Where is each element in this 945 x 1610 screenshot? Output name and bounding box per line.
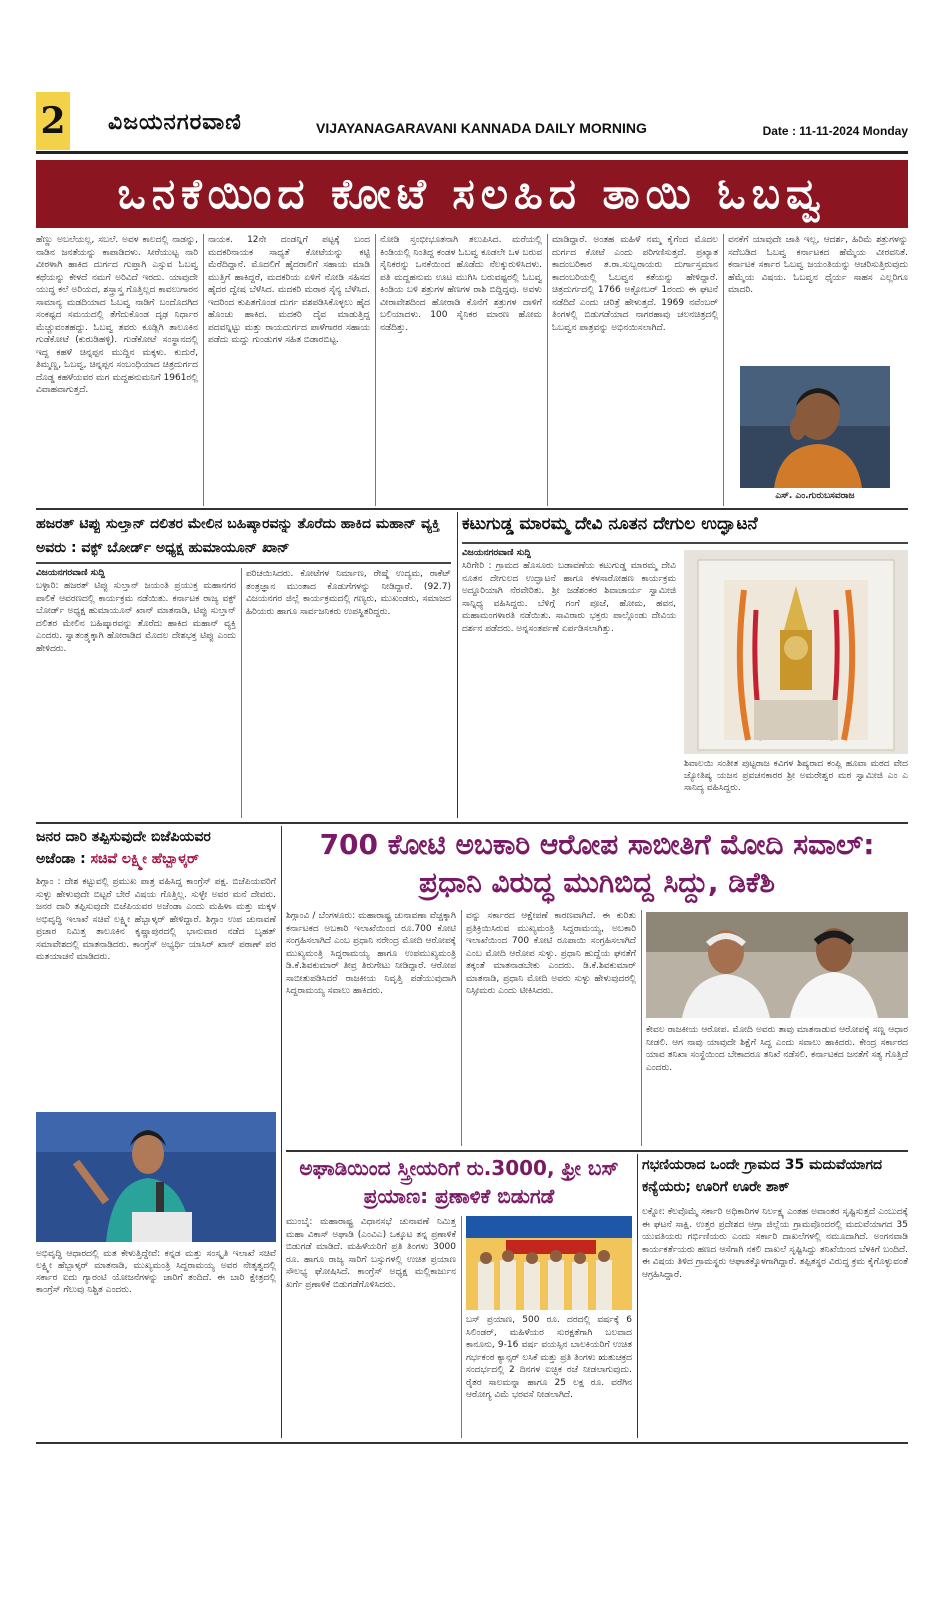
lead-column-3: ನೋಡಿ ಸ್ತಂಭೀಭೂತನಾಗಿ ತಲುಪಿಸಿದ. ಮರೆಯಲ್ಲಿ ಕಿಂಡಿಯಲ್ಲಿ ನಿಂತಿದ್ದ ಕಂಡಳ ಓಬವ್ವ ಕೂಡಲೇ ಒಳ ಬರುವ ಸೈನಿಕರನ್ನು ಒನಕೆಯಿಂದ ಹೊಡೆದು ನೆಲಕ್ಕುರುಳಿಸಿದಳು. ಪತಿ ಮದ್ದಹನುಮ ಊಟ ಮುಗಿಸಿ ಬರುವಷ್ಟರಲ್ಲಿ ಓಬವ್ವ ಕಿಂಡಿಯ ಬಳಿ ಶತ್ರುಗಳ ಹೆಣಗಳ ರಾಶಿ ಬಿದ್ದಿದ್ದವು. ಅವಳು ವೀರಾವೇಶದಿಂದ ಹೋರಾಡಿ ಕೊನೆಗೆ ಶತ್ರುಗಳ ದಾಳಿಗೆ ಬಲಿಯಾದಳು. 100 ಸೈನಿಕರ ಮಾರಣ ಹೋಮ ನಡೆದಿತ್ತು. xyxy=(380,235,542,333)
bus-story-column-2: ಬಸ್ ಪ್ರಯಾಣ, 500 ರೂ. ದರದಲ್ಲಿ ವರ್ಷಕ್ಕೆ 6 ಸಿಲಿಂಡರ್, ಮಹಿಳೆಯರ ಸುರಕ್ಷತೆಗಾಗಿ ಬಲವಾದ ಕಾನೂನು, 9-16 ವರ್ಷ ವಯಸ್ಸಿನ ಬಾಲಕಿಯರಿಗೆ ಉಚಿತ ಗರ್ಭಕಂಠ ಕ್ಯಾನ್ಸರ್ ಲಸಿಕೆ ಮತ್ತು ಪ್ರತಿ ತಿಂಗಳು ಋತುಚಕ್ರದ ಸಂದರ್ಭದಲ್ಲಿ 2 ದಿನಗಳ ಐಚ್ಛಿಕ ರಜೆ ನೀಡಲಾಗುವುದು. ರೈತರ ಸಾಲಮನ್ನಾ ಹಾಗೂ 25 ಲಕ್ಷ ರೂ. ವರೆಗಿನ ಆರೋಗ್ಯ ವಿಮೆ ಭರವಸೆ ನೀಡಲಾಗಿದೆ. xyxy=(466,1315,632,1400)
bus-story-column-1: ಮುಂಬೈ: ಮಹಾರಾಷ್ಟ್ರ ವಿಧಾನಸಭೆ ಚುನಾವಣೆ ನಿಮಿತ್ತ ಮಹಾ ವಿಕಾಸ್ ಅಘಾಡಿ (ಎಂವಿಎ) ಒಕ್ಕೂಟ ತನ್ನ ಪ್ರಣಾಳಿಕೆ ಬಿಡುಗಡೆ ಮಾಡಿದೆ. ಮಹಿಳೆಯರಿಗೆ ಪ್ರತಿ ತಿಂಗಳು 3000 ರೂ. ಹಾಗೂ ರಾಜ್ಯ ಸಾರಿಗೆ ಬಸ್ಸುಗಳಲ್ಲಿ ಉಚಿತ ಪ್ರಯಾಣ ಸೌಲಭ್ಯ ಘೋಷಿಸಿದೆ. ಕಾಂಗ್ರೆಸ್ ಅಧ್ಯಕ್ಷ ಮಲ್ಲಿಕಾರ್ಜುನ ಖರ್ಗೆ ಪ್ರಣಾಳಿಕೆ ಬಿಡುಗಡೆಗೊಳಿಸಿದರು. xyxy=(286,1217,456,1290)
minister-story-headline xyxy=(36,826,276,870)
temple-photo xyxy=(684,550,908,754)
masthead-rule xyxy=(36,151,908,154)
leaders-photo xyxy=(646,912,908,1018)
section-divider xyxy=(36,822,908,824)
lead-headline-banner: ಒನಕೆಯಿಂದ ಕೋಟೆ ಸಲಹಿದ ತಾಯಿ ಓಬವ್ವ xyxy=(36,160,908,228)
masthead xyxy=(36,92,908,154)
manifesto-photo xyxy=(466,1216,632,1310)
waqf-story-headline: ಹಜರತ್ ಟಿಪ್ಪು ಸುಲ್ತಾನ್ ದಲಿತರ ಮೇಲಿನ ಬಹಿಷ್ಕಾರವನ್ನು ತೊರೆದು ಹಾಕಿದ ಮಹಾನ್ ವ್ಯಕ್ತಿ ಅವರು : ವಕ್ಫ್ ಬೋರ್ಡ್ ಅಧ್ಯಕ್ಷ ಹುಮಾಯೂನ್ ಖಾನ್ xyxy=(36,512,451,564)
section-divider-vertical xyxy=(281,826,282,1438)
minister-headline-line-2 xyxy=(36,848,276,870)
minister-photo-caption: ಅಭಿವೃದ್ಧಿ ಆಧಾರದಲ್ಲಿ ಮತ ಕೇಳುತ್ತಿದ್ದೇವೆ: ಕನ್ನಡ ಮತ್ತು ಸಂಸ್ಕೃತಿ ಇಲಾಖೆ ಸಚಿವೆ ಲಕ್ಷ್ಮೀ ಹೆಬ್ಬಾಳ್ಕರ್ ಮಾತನಾಡಿ, ಮುಖ್ಯಮಂತ್ರಿ ಸಿದ್ದರಾಮಯ್ಯ ಅವರ ನೇತೃತ್ವದಲ್ಲಿ ಸರ್ಕಾರ ಐದು ಗ್ಯಾರಂಟಿ ಯೋಜನೆಗಳನ್ನು ಜಾರಿಗೆ ತಂದಿದೆ. ಈ ಬಾರಿ ಕ್ಷೇತ್ರದಲ್ಲಿ ಕಾಂಗ್ರೆಸ್ ಗೆಲುವು ನಿಶ್ಚಿತ ಎಂದರು. xyxy=(36,1249,276,1295)
paper-name-english: VIJAYANAGARAVANI KANNADA DAILY MORNING xyxy=(316,120,647,136)
author-caption: ಎಸ್. ಎಂ.ಗುರುಬಸವರಾಜ xyxy=(775,491,855,501)
column-divider xyxy=(203,234,204,506)
section-divider-vertical xyxy=(637,1154,638,1438)
excise-story-column-2: ವನ್ನು ಸರ್ಕಾರದ ಆಕ್ಷೇಪಣೆ ಕಾರಣವಾಗಿದೆ. ಈ ಕುರಿತು ಪ್ರತಿಕ್ರಿಯಿಸಿರುವ ಮುಖ್ಯಮಂತ್ರಿ ಸಿದ್ದರಾಮಯ್ಯ, ಅಬಕಾರಿ ಇಲಾಖೆಯಿಂದ 700 ಕೋಟಿ ರೂಪಾಯಿ ಸಂಗ್ರಹಿಸಲಾಗಿದೆ ಎಂಬ ಮೋದಿ ಆರೋಪ ಸುಳ್ಳು. ಪ್ರಧಾನಿ ಹುದ್ದೆಯ ಘನತೆಗೆ ತಕ್ಕಂತೆ ಮಾತನಾಡಬೇಕು ಎಂದರು. ಡಿ.ಕೆ.ಶಿವಕುಮಾರ್ ಮಾತನಾಡಿ, ಪ್ರಧಾನಿ ಮೋದಿ ಅವರು ಸುಳ್ಳು ಹೇಳುವುದರಲ್ಲಿ ನಿಸ್ಸೀಮರು ಎಂದು ಟೀಕಿಸಿದರು. xyxy=(466,911,636,996)
bus-story-headline: ಅಘಾಡಿಯಿಂದ ಸ್ತ್ರೀಯರಿಗೆ ರು.3000, ಫ್ರೀ ಬಸ್ ಪ್ರಯಾಣ: ಪ್ರಣಾಳಿಕೆ ಬಿಡುಗಡೆ xyxy=(299,1156,619,1208)
section-divider-vertical xyxy=(457,512,458,818)
temple-deity-image xyxy=(684,550,908,754)
column-divider xyxy=(375,234,376,506)
temple-photo-caption: ಶಿವಾಲಯಿ ಸಂತೀತ ಪುಟ್ಟರಾಜ ಕವಿಗಳ ಶಿಷ್ಯರಾದ ಕಂಪ್ಲಿ ಹೂವಾ ಮಠದ ವೇದ ಜ್ಯೋತಿಷ್ಯ ಯಜನ ಪ್ರವಚನಕಾರರ ಶ್ರೀ ಅಮರೇಶ್ವರ ಮಠ ಸ್ವಾಮೀಜಿ ಎಂ ಎ ಸಾನಿದ್ಯ ವಹಿಸಿದ್ದರು. xyxy=(684,759,908,793)
author-portrait-image xyxy=(740,366,890,488)
column-divider xyxy=(241,568,242,818)
excise-story-column-3: ಕೇವಲ ರಾಜಕೀಯ ಆರೋಪ. ಮೋದಿ ಅವರು ತಾವು ಮಾತನಾಡುವ ಆರೋಪಕ್ಕೆ ಸಣ್ಣ ಆಧಾರ ನೀಡಲಿ. ಆಗ ನಾವು ಯಾವುದೇ ಶಿಕ್ಷೆಗೆ ಸಿದ್ಧ ಎಂದು ಸವಾಲು ಹಾಕಿದರು. ಕೇಂದ್ರ ಸರ್ಕಾರದ ಯಾವ ತನಿಖಾ ಸಂಸ್ಥೆಯಿಂದ ಬೇಕಾದರೂ ತನಿಖೆ ನಡೆಸಲಿ. ಕರ್ನಾಟಕದ ಜನತೆಗೆ ಸತ್ಯ ಗೊತ್ತಿದೆ ಎಂದರು. xyxy=(646,1025,908,1073)
minister-headline-name: ಸಚಿವೆ ಲಕ್ಷ್ಮೀ ಹೆಬ್ಬಾಳ್ಕರ್ xyxy=(90,851,199,867)
issue-date: Date : 11-11-2024 Monday xyxy=(762,124,908,138)
temple-story-headline: ಕಟುಗುಡ್ಡ ಮಾರಮ್ಮ ದೇವಿ ನೂತನ ದೇಗುಲ ಉದ್ಘಾಟನೆ xyxy=(462,512,908,544)
minister-headline-line-1: ಜನರ ದಾರಿ ತಪ್ಪಿಸುವುದೇ ಬಿಜೆಪಿಯವರ xyxy=(36,829,211,845)
minister-story-body: ಶಿಗ್ಗಾಂ : ದೇಶ ಕಟ್ಟುವಲ್ಲಿ ಪ್ರಮುಖ ಪಾತ್ರ ವಹಿಸಿದ್ದ ಕಾಂಗ್ರೆಸ್ ಪಕ್ಷ. ಬಿಜೆಪಿಯವರಿಗೆ ಸುಳ್ಳು ಹೇಳುವುದೇ ಬಿಟ್ಟರೆ ಬೇರೆ ವಿಷಯ ಗೊತ್ತಿಲ್ಲ. ಸುಳ್ಳೇ ಅವರ ಮನೆ ದೇವರು. ಜನರ ದಾರಿ ತಪ್ಪಿಸುವುದೇ ಬಿಜೆಪಿಯವರ ಅಜೆಂಡಾ ಎಂದು ಮಹಿಳಾ ಮತ್ತು ಮಕ್ಕಳ ಅಭಿವೃದ್ಧಿ ಇಲಾಖೆ ಸಚಿವೆ ಲಕ್ಷ್ಮೀ ಹೆಬ್ಬಾಳ್ಕರ್ ಹೇಳಿದ್ದಾರೆ. ಶಿಗ್ಗಾಂ ಉಪ ಚುನಾವಣೆ ಪ್ರಚಾರ ನಿಮಿತ್ತ ತಾಲೂಕಿನ ಕೃಷ್ಣಾಪುರದಲ್ಲಿ ಭಾನುವಾರ ನಡೆದ ಬೃಹತ್ ಸಮಾವೇಶದಲ್ಲಿ ಮಾತನಾಡಿದರು. ಕಾಂಗ್ರೆಸ್ ಅಭ್ಯರ್ಥಿ ಯಾಸಿರ್ ಖಾನ್ ಪಠಾಣ್ ಪರ ಮತಯಾಚನೆ ಮಾಡಿದರು. xyxy=(36,877,276,962)
column-divider xyxy=(461,1216,462,1438)
village-story-body: ಲಕ್ನೋ: ಕೆಲವೊಮ್ಮೆ ಸರ್ಕಾರಿ ಅಧಿಕಾರಿಗಳ ನಿರ್ಲಕ್ಷ್ಯ ಎಂತಹ ಅವಾಂತರ ಸೃಷ್ಟಿಸುತ್ತದೆ ಎಂಬುದಕ್ಕೆ ಈ ಘಟನೆ ಸಾಕ್ಷಿ. ಉತ್ತರ ಪ್ರದೇಶದ ಆಗ್ರಾ ಜಿಲ್ಲೆಯ ಗ್ರಾಮವೊಂದರಲ್ಲಿ ಮದುವೆಯಾಗದ 35 ಯುವತಿಯರು ಗರ್ಭಿಣಿಯರು ಎಂದು ಸರ್ಕಾರಿ ದಾಖಲೆಗಳಲ್ಲಿ ನಮೂದಾಗಿದೆ. ಅಂಗನವಾಡಿ ಕಾರ್ಯಕರ್ತೆಯರು ಹಣದ ಆಸೆಗಾಗಿ ನಕಲಿ ದಾಖಲೆ ಸೃಷ್ಟಿಸಿದ್ದು ತನಿಖೆಯಿಂದ ಬೆಳಕಿಗೆ ಬಂದಿದೆ. ಈ ವಿಷಯ ತಿಳಿದ ಗ್ರಾಮಸ್ಥರು ಆಘಾತಕ್ಕೊಳಗಾಗಿದ್ದಾರೆ. ತಪ್ಪಿತಸ್ಥರ ವಿರುದ್ಧ ಕ್ರಮ ಕೈಗೊಳ್ಳುವಂತೆ ಆಗ್ರಹಿಸಿದ್ದಾರೆ. xyxy=(642,1207,908,1280)
excise-story-headline: 700 ಕೋಟಿ ಅಬಕಾರಿ ಆರೋಪ ಸಾಬೀತಿಗೆ ಮೋದಿ ಸವಾಲ್: ಪ್ರಧಾನಿ ವಿರುದ್ಧ ಮುಗಿಬಿದ್ದ ಸಿದ್ದು, ಡಿಕೆಶಿ xyxy=(319,828,875,899)
lead-column-2: ನಾಯಕ. 12ನೇ ದಂಡನ್ನಿಗೆ ಪಟ್ಟಕ್ಕೆ ಬಂದ ಮದಕರಿನಾಯಕ ಸಾಧ್ಯತೆ ಕೋಟೆಯನ್ನು ಕಟ್ಟಿ ಮೆರೆದಿದ್ದಾನೆ. ಮೊದಲಿಗೆ ಹೈದರಾಲಿಗೆ ಸಹಾಯ ಮಾಡಿ ಮುತ್ತಿಗೆ ಹಾಕಿದ್ದರೆ, ಮದಕರಿಯ ಏಳಿಗೆ ನೋಡಿ ಸಹಿಸದ ಹೈದರ ದ್ವೇಷ ಬೆಳೆಸಿದ. ಮದಕರಿ ಮರಾಠ ಸೈನ್ಯ ಬೆಳೆಸಿದ. ಇದರಿಂದ ಕುಪಿತಗೊಂಡ ದುರ್ಗ ವಶಪಡಿಸಿಕೊಳ್ಳಲು ಹೈದ ಹೊಂಚು ಹಾಕಿದ. ಮದಕರಿ ದೈವ ಮಾಡುತ್ತಿದ್ದ ಪದವನ್ನಿಟ್ಟು ಮತ್ತು ರಾಯದುರ್ಗದ ಪಾಳೆಗಾರರ ಸಹಾಯ ಪಡೆದು ಮದ್ದು ಗುಂಡುಗಳ ಸಹಿತ ಬಿಡಾರಬಿಟ್ಟ. xyxy=(208,235,370,345)
author-photo xyxy=(740,366,890,488)
page-number: 2 xyxy=(36,92,70,150)
excise-story-column-1: ಶಿಗ್ಗಾಂವಿ / ಬೆಂಗಳೂರು: ಮಹಾರಾಷ್ಟ್ರ ಚುನಾವಣಾ ವೆಚ್ಚಕ್ಕಾಗಿ ಕರ್ನಾಟಕದ ಅಬಕಾರಿ ಇಲಾಖೆಯಿಂದ ರೂ.700 ಕೋಟಿ ಸಂಗ್ರಹಿಸಲಾಗಿದೆ ಎಂಬ ಪ್ರಧಾನಿ ನರೇಂದ್ರ ಮೋದಿ ಆರೋಪಕ್ಕೆ ಮುಖ್ಯಮಂತ್ರಿ ಸಿದ್ದರಾಮಯ್ಯ ಹಾಗೂ ಉಪಮುಖ್ಯಮಂತ್ರಿ ಡಿ.ಕೆ.ಶಿವಕುಮಾರ್ ತೀವ್ರ ತಿರುಗೇಟು ನೀಡಿದ್ದಾರೆ. ಆರೋಪ ಸಾಬೀತುಪಡಿಸಿದರೆ ರಾಜಕೀಯ ನಿವೃತ್ತಿ ಪಡೆಯುವುದಾಗಿ ಸಿದ್ದರಾಮಯ್ಯ ಸವಾಲು ಹಾಕಿದರು. xyxy=(286,911,456,996)
minister-photo xyxy=(36,1112,276,1242)
column-divider xyxy=(461,910,462,1146)
lead-column-5: ವನಕೆಗೆ ಯಾವುದೇ ಜಾತಿ ಇಲ್ಲ, ಆದರ್ಶ, ಹಿರಿಮೆ ಶತ್ರುಗಳನ್ನು ಸದೆಬಡಿದ ಓಬವ್ವ ಕರ್ನಾಟಕದ ಹೆಮ್ಮೆಯ ವೀರವನಿತೆ. ಕರ್ನಾಟಕ ಸರ್ಕಾರ ಓಬವ್ವ ಜಯಂತಿಯನ್ನು ಆಚರಿಸುತ್ತಿರುವುದು ಹೆಮ್ಮೆಯ ವಿಷಯ. ಓಬವ್ವನ ಧೈರ್ಯ ಸಾಹಸ ಎಲ್ಲರಿಗೂ ಮಾದರಿ. xyxy=(728,235,908,295)
temple-story-column-1: ಸಿರಿಗೇರಿ : ಗ್ರಾಮದ ಹೊಸೂರು ಬಡಾವಣೆಯ ಕಟುಗುಡ್ಡ ಮಾರಮ್ಮ ದೇವಿ ನೂತನ ದೇಗುಲದ ಉದ್ಘಾಟನೆ ಹಾಗೂ ಕಳಸಾರೋಹಣ ಕಾರ್ಯಕ್ರಮ ಅದ್ದೂರಿಯಾಗಿ ನೆರವೇರಿತು. ಶ್ರೀ ಜಡೆಶಂಕರ ಶಿವಾಚಾರ್ಯ ಸ್ವಾಮೀಜಿ ಸಾನ್ನಿಧ್ಯ ವಹಿಸಿದ್ದರು. ಬೆಳಿಗ್ಗೆ ಗಂಗೆ ಪೂಜೆ, ಹೋಮ, ಹವನ, ಮಹಾಮಂಗಳಾರತಿ ನಡೆಯಿತು. ಸಾವಿರಾರು ಭಕ್ತರು ಪಾಲ್ಗೊಂಡು ದೇವಿಯ ದರ್ಶನ ಪಡೆದರು. ಅನ್ನಸಂತರ್ಪಣೆ ಏರ್ಪಡಿಸಲಾಗಿತ್ತು. xyxy=(462,561,676,634)
waqf-story-column-1: ಬಳ್ಳಾರಿ: ಹಜರತ್ ಟಿಪ್ಪು ಸುಲ್ತಾನ್ ಜಯಂತಿ ಪ್ರಯುಕ್ತ ಮಹಾನಗರ ಪಾಲಿಕೆ ಆವರಣದಲ್ಲಿ ಕಾರ್ಯಕ್ರಮ ನಡೆಯಿತು. ಕರ್ನಾಟಕ ರಾಜ್ಯ ವಕ್ಫ್ ಬೋರ್ಡ್ ಅಧ್ಯಕ್ಷ ಹುಮಾಯೂನ್ ಖಾನ್ ಮಾತನಾಡಿ, ಟಿಪ್ಪು ಸುಲ್ತಾನ್ ದಲಿತರ ಮೇಲಿನ ಬಹಿಷ್ಕಾರವನ್ನು ತೊರೆದು ಹಾಕಿದ ಮಹಾನ್ ವ್ಯಕ್ತಿ ಎಂದರು. ಸ್ವಾತಂತ್ರ್ಯಕ್ಕಾಗಿ ಹೋರಾಡಿದ ಮೊದಲ ದೇಶಭಕ್ತ ಟಿಪ್ಪು ಎಂದು ಹೇಳಿದರು. xyxy=(36,581,236,654)
page-bottom-rule xyxy=(36,1442,908,1444)
column-divider xyxy=(641,910,642,1146)
temple-story-dateline: ವಿಜಯನಗರವಾಣಿ ಸುದ್ದಿ xyxy=(462,548,531,558)
manifesto-release-image xyxy=(466,1216,632,1310)
column-divider xyxy=(723,234,724,506)
lead-column-4: ಮಾಡಿದ್ದಾರೆ. ಅಂತಹ ಮಹಿಳೆ ನಮ್ಮ ಕೈಗೆಂದ ಮೊದಲ ದುರ್ಗದ ಕೋಟೆ ಎಂದು ಪರಿಗಣಿಸುತ್ತದೆ. ಪ್ರಖ್ಯಾತ ಕಾದಂಬರಿಕಾರ ತ.ರಾ.ಸುಬ್ಬರಾಯರು ದುರ್ಗಾಸ್ತಮಾನ ಕಾದಂಬರಿಯಲ್ಲಿ ಓಬವ್ವನ ಕತೆಯನ್ನು ಹೇಳಿದ್ದಾರೆ. ಚಿತ್ರದುರ್ಗದಲ್ಲಿ 1766 ಅಕ್ಟೋಬರ್ 1ರಂದು ಈ ಘಟನೆ ನಡೆದಿದೆ ಎಂದು ಚರಿತ್ರೆ ಹೇಳುತ್ತದೆ. 1969 ನವೆಂಬರ್ ತಿಂಗಳಲ್ಲಿ ಬಿಡುಗಡೆಯಾದ ನಾಗರಹಾವು ಚಲನಚಿತ್ರದಲ್ಲಿ ಓಬವ್ವನ ಪಾತ್ರವನ್ನು ಅಭಿನಯಿಸಲಾಗಿದೆ. xyxy=(552,235,718,333)
minister-speaking-image xyxy=(36,1112,276,1242)
minister-headline-prefix: ಅಜೆಂಡಾ : xyxy=(36,851,91,867)
cm-dcm-press-image xyxy=(646,912,908,1018)
section-divider xyxy=(286,1150,908,1152)
section-divider xyxy=(36,508,908,510)
waqf-story-column-2: ಪರಿಚಯಿಸಿದರು. ಕೋಟೆಗಳ ನಿರ್ಮಾಣ, ರೇಷ್ಮೆ ಉದ್ಯಮ, ರಾಕೆಟ್ ತಂತ್ರಜ್ಞಾನ ಮುಂತಾದ ಕೊಡುಗೆಗಳನ್ನು ನೀಡಿದ್ದಾರೆ. (92.7) ವಿಜಯನಗರ ಜಿಲ್ಲೆ ಕಾರ್ಯಕ್ರಮದಲ್ಲಿ ಗಣ್ಯರು, ಮುಖಂಡರು, ಸಮಾಜದ ಹಿರಿಯರು ಹಾಗೂ ಸಾರ್ವಜನಿಕರು ಉಪಸ್ಥಿತರಿದ್ದರು. xyxy=(246,569,451,617)
column-divider xyxy=(547,234,548,506)
village-story-headline: ಗಭಣಿಯರಾದ ಒಂದೇ ಗ್ರಾಮದ 35 ಮದುವೆಯಾಗದ ಕನ್ಯೆಯರು; ಊರಿಗೆ ಊರೇ ಶಾಕ್ xyxy=(642,1157,883,1195)
paper-name-kannada: ವಿಜಯನಗರವಾಣಿ xyxy=(108,110,242,135)
waqf-story-dateline: ವಿಜಯನಗರವಾಣಿ ಸುದ್ದಿ xyxy=(36,568,105,578)
lead-column-1: ಹೆಣ್ಣು ಅಬಲೆಯಲ್ಲ, ಸಬಲೆ. ಅವಳ ಕಾಲದಲ್ಲಿ ನಾಡನ್ನು, ನಾಡಿನ ಜನತೆಯನ್ನು ಕಾಪಾಡಿದಳು. ಸೀರೆಯುಟ್ಟ ನಾರಿ ವೀರಳಾಗಿ ಹಾಕಿದ ದುರ್ಗದ ಗುಪ್ತಾಗಿ ಎಸ್ಸುವ ಓಬವ್ವ ಕಥೆಯನ್ನು ಕೇಳದೆ ನಮಗೆ ಅರಿವಿದೆ ಇರದು. ಯಾವುದೇ ಯುದ್ಧ ಕಲೆ ಅರಿಯದ, ಶಸ್ತ್ರಾಸ್ತ್ರ ಗೊತ್ತಿಲ್ಲದ ಕಾವಲುಗಾರನ ಸಾಮಾನ್ಯ ಮಡದಿಯಾದ ಓಬವ್ವ ನಾಡಿಗೆ ಬಂದೊದಗಿದ ಸಂಕಷ್ಟದ ಸಮಯದಲ್ಲಿ ತೆಗೆದುಕೊಂಡ ದೃಢ ನಿರ್ಧಾರ ಮೆಚ್ಚುವಂತಹದ್ದು. ಓಬವ್ವ ತವರು ಕೂಡ್ಲಿಗಿ ತಾಲೂಕಿನ ಗುಡೆಕೋಟೆ (ಕುರುಡಿಹಳ್ಳಿ). ಗುಡೆಕೋಟೆ ಸಂಸ್ಥಾನದಲ್ಲಿ ಇದ್ದ ಕಹಳೆ ಚಿನ್ನಪ್ಪನ ಮುದ್ದಿನ ಮಕ್ಕಳು. ಕುದುರೆ, ತಿಮ್ಮಣ್ಣ, ಓಬವ್ವ, ಚಿನ್ನಪ್ಪನ ಸಂಬಂಧಿಯಾದ ಚಿತ್ರದುರ್ಗದ ದೊಡ್ಡ ಕಹಳೆಯವರ ಮಗ ಮದ್ದಹನುಮನಿಗೆ 1961ರಲ್ಲಿ ವಿವಾಹವಾಗುತ್ತದೆ. xyxy=(36,235,198,395)
